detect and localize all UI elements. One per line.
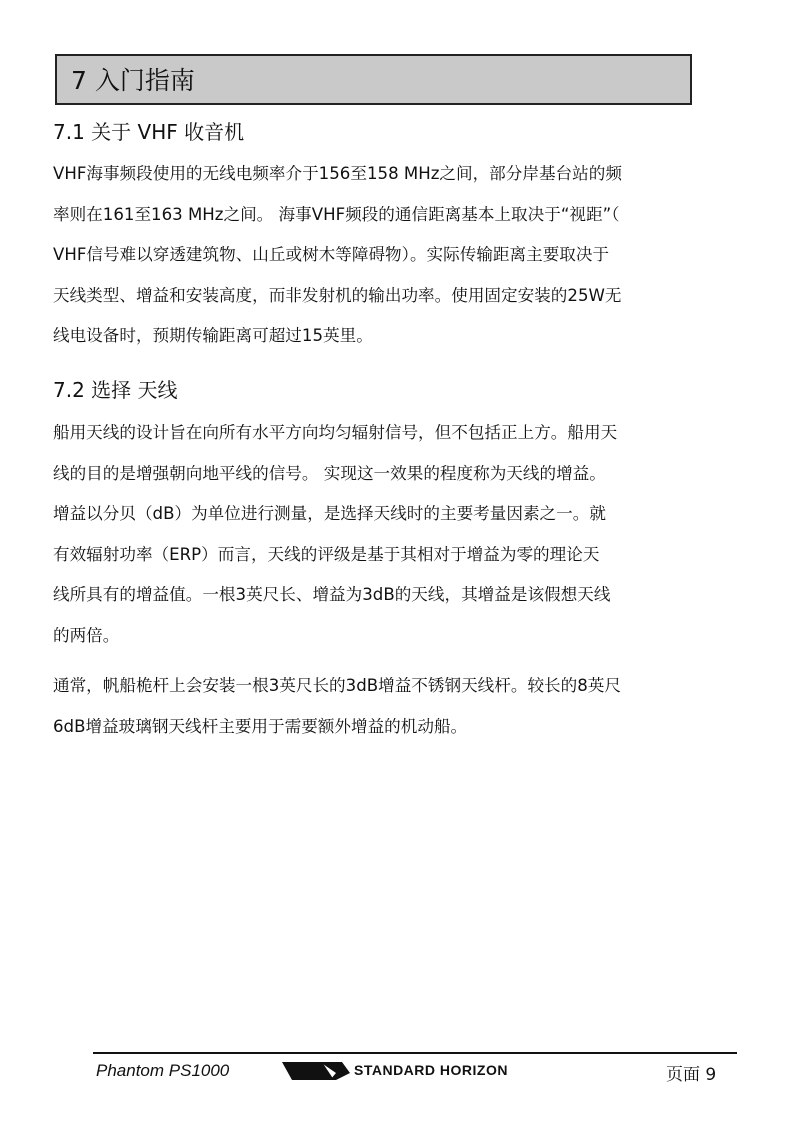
text-line: 有效辐射功率（ERP）而言，天线的评级是基于其相对于增益为零的理论天 — [53, 544, 600, 564]
text-line: 通常，帆船桅杆上会安装一根3英尺长的3dB增益不锈钢天线杆。较长的8英尺 — [53, 676, 621, 695]
standard-horizon-logo-icon — [282, 1059, 352, 1083]
chapter-title: 7 入门指南 — [71, 66, 195, 95]
text-line: 6dB增益玻璃钢天线杆主要用于需要额外增益的机动船。 — [53, 716, 468, 736]
text-line: 率则在161至163 MHz之间。 海事VHF频段的通信距离基本上取决于“视距”（ — [53, 204, 620, 224]
footer-model-name: Phantom PS1000 — [96, 1061, 230, 1080]
footer-divider — [93, 1052, 737, 1054]
footer-brand-name: STANDARD HORIZON — [354, 1062, 508, 1078]
text-line: 天线类型、增益和安装高度，而非发射机的输出功率。使用固定安装的25W无 — [53, 285, 622, 305]
section-title-7-1: 7.1 关于 VHF 收音机 — [53, 120, 245, 144]
text-line: 的两倍。 — [53, 625, 120, 645]
paragraph-7-2-a — [53, 413, 703, 656]
text-line: VHF信号难以穿透建筑物、山丘或树木等障碍物）。实际传输距离主要取决于 — [53, 245, 610, 264]
text-line: 增益以分贝（dB）为单位进行测量，是选择天线时的主要考量因素之一。就 — [53, 504, 606, 523]
text-line: 线电设备时，预期传输距离可超过15英里。 — [53, 326, 373, 345]
text-line: 船用天线的设计旨在向所有水平方向均匀辐射信号，但不包括正上方。船用天 — [53, 423, 618, 442]
chapter-header — [55, 54, 692, 105]
text-line: 线的目的是增强朝向地平线的信号。 实现这一效果的程度称为天线的增益。 — [53, 463, 606, 483]
paragraph-7-2-b — [53, 666, 703, 747]
text-line: 线所具有的增益值。一根3英尺长、增益为3dB的天线，其增益是该假想天线 — [53, 585, 611, 604]
paragraph-7-1 — [53, 154, 703, 357]
text-line: VHF海事频段使用的无线电频率介于156至158 MHz之间，部分岸基台站的频 — [53, 164, 622, 183]
section-title-7-2: 7.2 选择 天线 — [53, 378, 178, 402]
page-number: 页面 9 — [666, 1065, 717, 1085]
